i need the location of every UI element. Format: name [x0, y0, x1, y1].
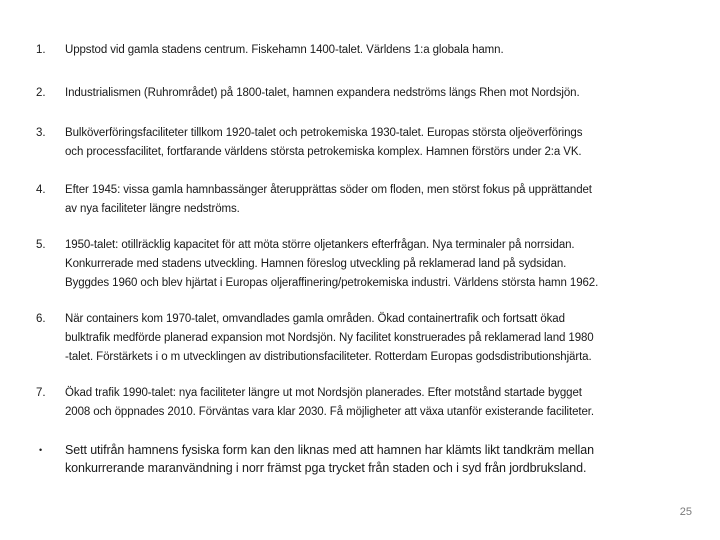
- list-item-number: 7.: [36, 387, 46, 399]
- text-line: Sett utifrån hamnens fysiska form kan den liknas med att hamnen har klämts likt tandkräm mellan: [65, 443, 594, 457]
- list-item-text: [65, 124, 690, 162]
- text-line: konkurrerande maranvändning i norr främst pga trycket från staden och i syd från jordbruksland.: [65, 461, 587, 475]
- text-line: När containers kom 1970-talet, omvandlades gamla områden. Ökad containertrafik och fortsatt ökad: [65, 313, 565, 325]
- bullet-icon: •: [39, 445, 43, 455]
- list-item-text: [65, 41, 690, 60]
- page-number: 25: [679, 506, 692, 518]
- list-item-number: 2.: [36, 87, 46, 99]
- list-item-number: 4.: [36, 184, 46, 196]
- list-item-text: [65, 84, 690, 103]
- text-line: bulktrafik medförde planerad expansion mot Nordsjön. Ny facilitet konstruerades på reklamerad land 1980: [65, 332, 594, 344]
- text-line: av nya faciliteter längre nedströms.: [65, 203, 240, 215]
- text-line: Konkurrerade med stadens utveckling. Hamnen föreslog utveckling på reklamerad land på sydsidan.: [65, 258, 567, 270]
- list-item-number: 1.: [36, 44, 46, 56]
- text-line: och processfacilitet, fortfarande världens största petrokemiska komplex. Hamnen förstörs under 2:a VK.: [65, 146, 582, 158]
- text-line: Industrialismen (Ruhrområdet) på 1800-talet, hamnen expandera nedströms längs Rhen mot Nordsjön.: [65, 87, 580, 99]
- text-line: Bulköverföringsfaciliteter tillkom 1920-talet och petrokemiska 1930-talet. Europas största oljeöverförings: [65, 127, 583, 139]
- text-line: -talet. Förstärkets i o m utvecklingen av distributionsfaciliteter. Rotterdam Europas godsdistributionshjärta.: [65, 351, 592, 363]
- text-line: Byggdes 1960 och blev hjärtat i Europas oljeraffinering/petrokemiska industri. Världens största hamn 1962.: [65, 277, 599, 289]
- list-item-text: [65, 384, 690, 422]
- list-item-text: [65, 181, 690, 219]
- text-line: 2008 och öppnades 2010. Förväntas vara klar 2030. Få möjligheter att växa utanför existerande faciliteter.: [65, 406, 594, 418]
- list-item-number: 6.: [36, 313, 46, 325]
- text-line: 1950-talet: otillräcklig kapacitet för att möta större oljetankers efterfrågan. Nya terminaler på norrsidan.: [65, 239, 575, 251]
- list-item-text: [65, 310, 690, 367]
- list-item-text: [65, 236, 690, 293]
- list-item-number: 3.: [36, 127, 46, 139]
- text-line: Efter 1945: vissa gamla hamnbassänger återupprättas söder om floden, men störst fokus på upprättandet: [65, 184, 592, 196]
- text-line: Uppstod vid gamla stadens centrum. Fiskehamn 1400-talet. Världens 1:a globala hamn.: [65, 44, 504, 56]
- text-line: Ökad trafik 1990-talet: nya faciliteter längre ut mot Nordsjön planerades. Efter motstånd startade bygget: [65, 387, 582, 399]
- list-item-number: 5.: [36, 239, 46, 251]
- list-item-text: [65, 441, 690, 477]
